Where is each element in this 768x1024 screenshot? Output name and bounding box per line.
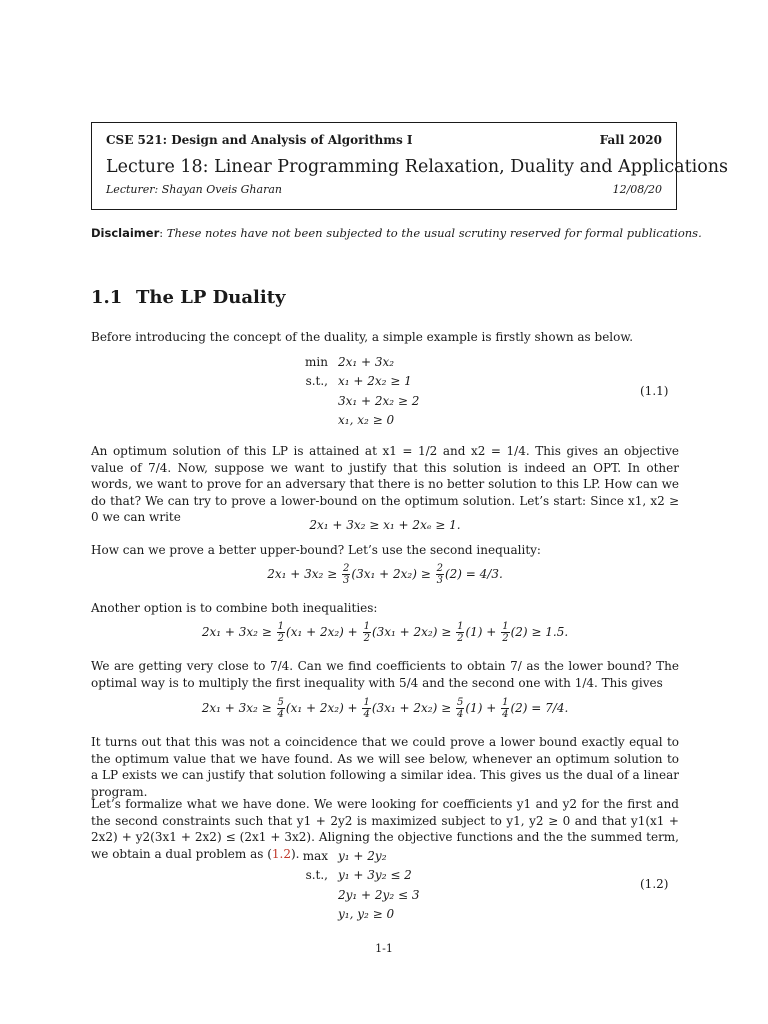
fraction: $\frac{1}{2}$: [277, 621, 285, 644]
primal-lp: [290, 352, 419, 430]
lecture-header-box: [91, 122, 728, 210]
lp-row: y₁, y₂ ≥ 0: [338, 907, 395, 922]
header-row-course: [106, 132, 662, 148]
section-number: 1.1: [91, 287, 123, 308]
fraction: $\frac{1}{2}$: [363, 621, 370, 644]
fraction: $\frac{5}{4}$: [277, 697, 284, 720]
paragraph-formalize: Let’s formalize what we have done. We were looking for coefficients y1 and y2 for the first and the second constraints such that y1 + 2y2 is maximized subject to y1, y2 ≥ 0 and that y1(x1 + 2x2) + y2(3x1 + 2x2) ≤ (2x1 + 3x2). Aligning the objective functions and the the summed term, we obtain a dual problem as (1.2).: [91, 797, 679, 861]
lp-row: s.t., y₁ + 3y₂ ≤ 2: [305, 868, 412, 883]
paragraph-better-bound: How can we prove a better upper-bound? Let’s use the second inequality:: [91, 543, 541, 557]
paragraph-combine: Another option is to combine both inequalities:: [91, 601, 378, 615]
fraction: $\frac{5}{4}$: [457, 697, 464, 720]
equation-lower-bound-1: 2x₁ + 3x₂ ≥ x₁ + 2xₑ ≥ 1.: [309, 518, 461, 532]
page-number: 1-1: [375, 942, 393, 955]
paragraph-intro: Before introducing the concept of the duality, a simple example is firstly shown as below.: [91, 330, 634, 344]
lp-row: max y₁ + 2y₂: [302, 848, 387, 863]
disclaimer-label: Disclaimer: [91, 226, 160, 240]
equation-reference-link[interactable]: 1.2: [271, 846, 291, 861]
header-row-title: [106, 156, 728, 180]
lp-row: 2y₁ + 2y₂ ≤ 3: [338, 887, 420, 902]
section-title: The LP Duality: [136, 287, 286, 308]
lecture-title: Lecture 18: Linear Programming Relaxation, Duality and Applications: [106, 157, 728, 177]
fraction: $\frac{1}{4}$: [502, 697, 509, 720]
fraction: $\frac{2}{3}$: [343, 563, 350, 586]
equation-lower-bound-3: 2x₁ + 3x₂ ≥ $\frac{1}{2}$ (x₁ + 2x₂) + $\frac{1}{2}$ (3x₁ + 2x₂) ≥ $\frac{1}{2}$ (1) + $\frac{1}{2}$ (2) ≥ 1.5.: [201, 621, 569, 644]
fraction: $\frac{1}{2}$: [457, 621, 464, 644]
fraction: $\frac{1}{2}$: [502, 621, 509, 644]
equation-lower-bound-2: 2x₁ + 3x₂ ≥ $\frac{2}{3}$ (3x₁ + 2x₂) ≥ $\frac{2}{3}$ (2) = 4/3.: [267, 563, 503, 586]
equation-number-1-1: (1.1): [640, 384, 669, 398]
course-term: Fall 2020: [599, 133, 662, 147]
header-row-lecturer: [106, 183, 662, 198]
course-name: CSE 521: Design and Analysis of Algorithms I: [106, 133, 413, 147]
dual-lp: [290, 846, 419, 924]
disclaimer: Disclaimer: These notes have not been subjected to the usual scrutiny reserved for formal publications.: [91, 226, 702, 240]
lp-row: min 2x₁ + 3x₂: [305, 354, 395, 369]
section-heading: [91, 286, 285, 310]
lp-row: 3x₁ + 2x₂ ≥ 2: [338, 393, 420, 408]
paragraph-optimum: An optimum solution of this LP is attained at x1 = 1/2 and x2 = 1/4. This gives an objective value of 7/4. Now, suppose we want to justify that this solution is indeed an OPT. In other words, we want to prove for an adversary that there is no better solution to this LP. How can we do that? We can try to prove a lower-bound on the optimum solution. Let’s start: Since x1, x2 ≥ 0 we can write: [91, 444, 679, 524]
fraction: $\frac{2}{3}$: [436, 563, 443, 586]
lp-row: s.t., x₁ + 2x₂ ≥ 1: [305, 374, 412, 389]
lecture-date: 12/08/20: [612, 183, 662, 196]
lecturer-name: Lecturer: Shayan Oveis Gharan: [106, 183, 282, 196]
paragraph-coincidence: It turns out that this was not a coincidence that we could prove a lower bound exactly equal to the optimum value that we have found. As we will see below, whenever an optimum solution to a LP exists we can justify that solution following a similar idea. This gives us the dual of a linear program.: [91, 735, 679, 799]
paragraph-coefficients: We are getting very close to 7/4. Can we find coefficients to obtain 7/ as the lower bound? The optimal way is to multiply the first inequality with 5/4 and the second one with 1/4. This gives: [91, 659, 679, 690]
equation-lower-bound-4: 2x₁ + 3x₂ ≥ $\frac{5}{4}$ (x₁ + 2x₂) + $\frac{1}{4}$ (3x₁ + 2x₂) ≥ $\frac{5}{4}$ (1) + $\frac{1}{4}$ (2) = 7/4.: [201, 697, 569, 720]
fraction: $\frac{1}{4}$: [363, 697, 370, 720]
lp-row: x₁, x₂ ≥ 0: [338, 413, 395, 428]
equation-number-1-2: (1.2): [640, 877, 669, 891]
disclaimer-text: These notes have not been subjected to the usual scrutiny reserved for formal publications.: [166, 226, 702, 240]
